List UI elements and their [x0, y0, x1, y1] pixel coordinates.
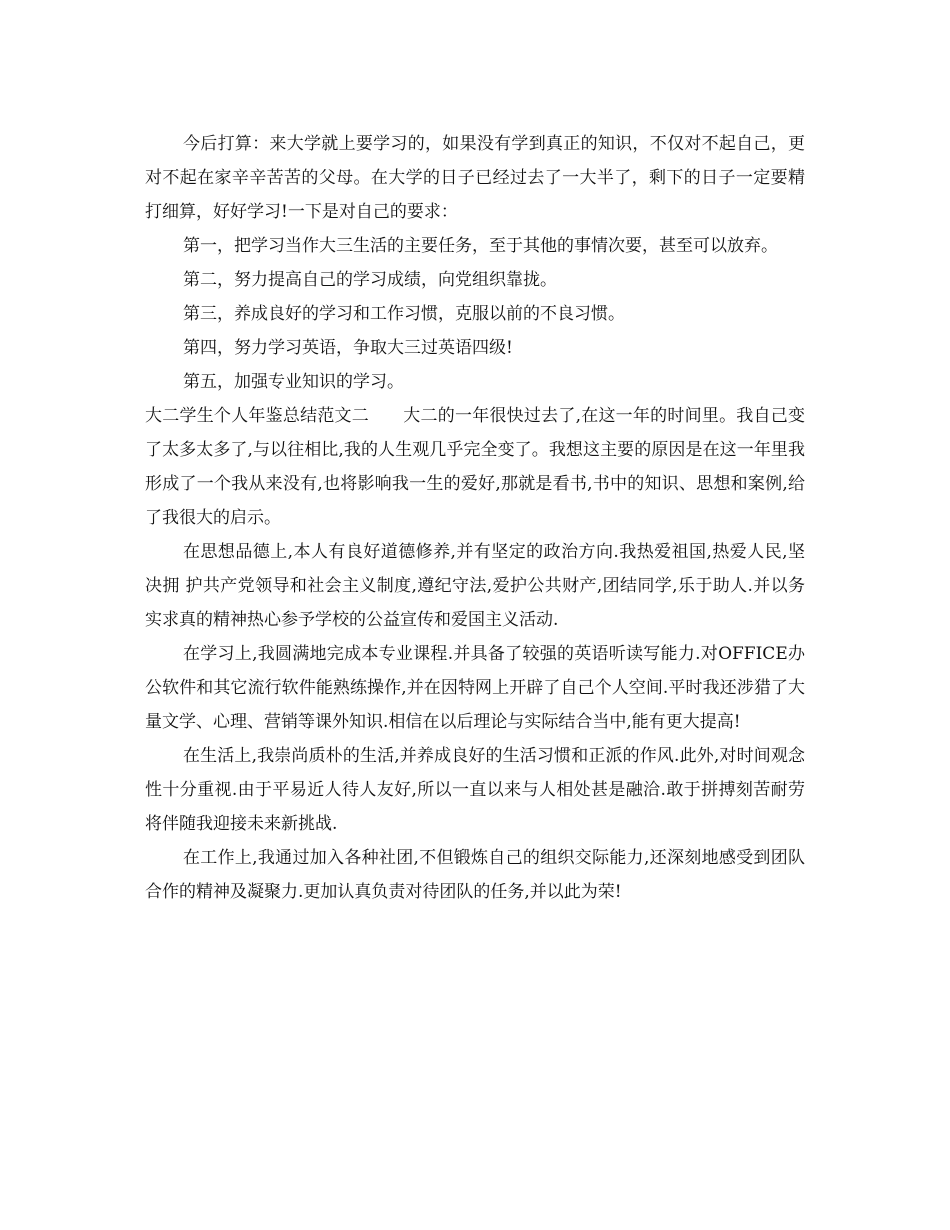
paragraph-study: 在学习上,我圆满地完成本专业课程.并具备了较强的英语听读写能力.对OFFICE办公软件和其它流行软件能熟练操作,并在因特网上开辟了自己个人空间.平时我还涉猎了大量文学、心理、营销等课外知识.相信在以后理论与实际结合当中,能有更大提高! — [145, 644, 805, 732]
paragraph-fifth-item: 第五，加强专业知识的学习。 — [183, 372, 404, 392]
paragraph-first-item: 第一，把学习当作大三生活的主要任务，至于其他的事情次要，甚至可以放弃。 — [183, 236, 778, 256]
section-heading-paragraph — [145, 399, 805, 535]
paragraph-life: 在生活上,我崇尚质朴的生活,并养成良好的生活习惯和正派的作风.此外,对时间观念性十分重视.由于平易近人待人友好,所以一直以来与人相处甚是融洽.敢于拼搏刻苦耐劳将伴随我迎接未来新挑战. — [145, 746, 805, 834]
paragraph-second-item: 第二，努力提高自己的学习成绩，向党组织靠拢。 — [183, 270, 557, 290]
document-body — [145, 127, 805, 909]
paragraph-plans: 今后打算：来大学就上要学习的，如果没有学到真正的知识，不仅对不起自己，更对不起在家辛辛苦苦的父母。在大学的日子已经过去了一大半了，剩下的日子一定要精打细算，好好学习!一下是对自己的要求： — [145, 134, 805, 222]
paragraph-fourth-item: 第四，努力学习英语，争取大三过英语四级! — [183, 338, 513, 358]
paragraph-work: 在工作上,我通过加入各种社团,不但锻炼自己的组织交际能力,还深刻地感受到团队合作的精神及凝聚力.更加认真负责对待团队的任务,并以此为荣! — [145, 848, 805, 902]
paragraph-third-item: 第三，养成良好的学习和工作习惯，克服以前的不良习惯。 — [183, 304, 625, 324]
section-intro: 大二的一年很快过去了,在这一年的时间里。我自己变了太多太多了,与以往相比,我的人生观几乎完全变了。我想这主要的原因是在这一年里我形成了一个我从来没有,也将影响我一生的爱好,那就是看书,书中的知识、思想和案例,给了我很大的启示。 — [145, 406, 806, 528]
section-title: 大二学生个人年鉴总结范文二 — [145, 406, 370, 426]
paragraph-ideology: 在思想品德上,本人有良好道德修养,并有坚定的政治方向.我热爱祖国,热爱人民,坚决拥 护共产党领导和社会主义制度,遵纪守法,爱护公共财产,团结同学,乐于助人.并以务实求真的精神热心参予学校的公益宣传和爱国主义活动. — [145, 542, 805, 630]
